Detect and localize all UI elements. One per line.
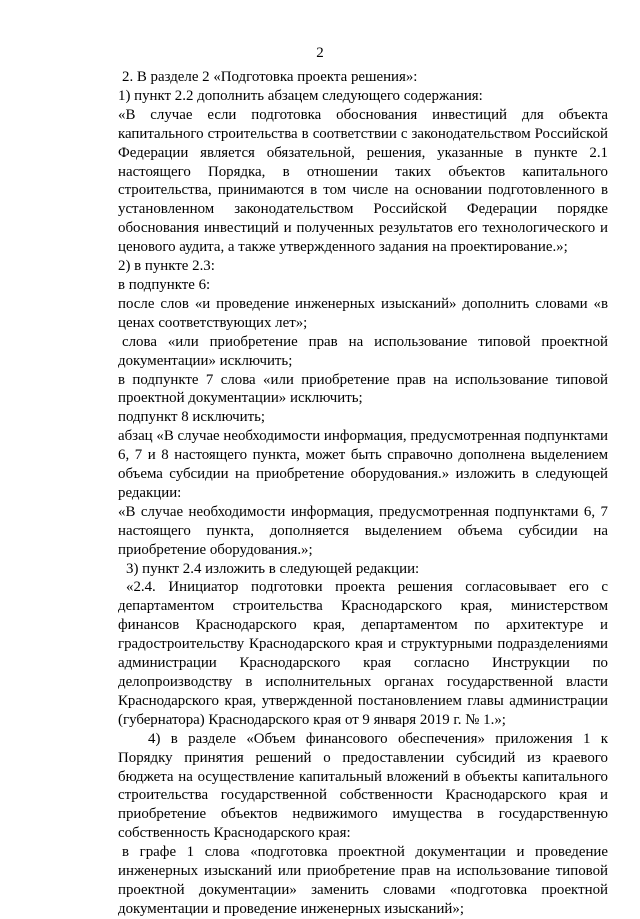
paragraph-words-exclude: слова «или приобретение прав на использование типовой проектной документации» исключить; xyxy=(118,333,608,369)
paragraph-item-3: 3) пункт 2.4 изложить в следующей редакции: xyxy=(126,560,420,577)
paragraph-item-4: 4) в разделе «Объем финансового обеспечения» приложения 1 к Порядку принятия решений о предоставлении субсидий из краевого бюджета на осуществление капитальный вложений в объекты капитального строительства государственной собственности Краснодарского края и приобретение объектов недвижимого имущества в государственную собственность Краснодарского края: xyxy=(118,730,608,842)
paragraph-subitem-6: в подпункте 6: xyxy=(118,276,211,293)
paragraph-column-1: в графе 1 слова «подготовка проектной документации и проведение инженерных изысканий или приобретение прав на использование типовой проектной документации» заменить словами «подготовка проектной документации и проведение инженерных изысканий»; xyxy=(118,844,608,917)
paragraph-subitem-8: подпункт 8 исключить; xyxy=(118,409,266,426)
paragraph-item-1: 1) пункт 2.2 дополнить абзацем следующего содержания: xyxy=(118,87,483,104)
paragraph-subitem-7: в подпункте 7 слова «или приобретение прав на использование типовой проектной документации» исключить; xyxy=(118,371,608,407)
page-number: 2 xyxy=(316,45,324,61)
paragraph-after-words: после слов «и проведение инженерных изысканий» дополнить словами «в ценах соответствующих лет»; xyxy=(118,295,608,331)
paragraph-quote-investment: «В случае если подготовка обоснования инвестиций для объекта капитального строительства в соответствии с законодательством Российской Федерации является обязательной, решения, указанные в пункте 2.1 настоящего Порядка, в отношении таких объектов капитального строительства, принимаются в том числе на основании подготовленного в установленном законодательством Российской Федерации порядке обоснования инвестиций и полученных результатов его технологического и ценового аудита, а также утвержденного задания на проектирование.»; xyxy=(118,106,608,256)
paragraph-quote-2-4: «2.4. Инициатор подготовки проекта решения согласовывает его с департаментом строительства Краснодарского края, министерством финансов Краснодарского края, департаментом по архитектуре и градостроительству Краснодарского края и структурными подразделениями администрации Краснодарского края согласно Инструкции по делопроизводству в исполнительных органах государственной власти Краснодарского края, утвержденной постановлением главы администрации (губернатора) Краснодарского края от 9 января 2019 г. № 1.»; xyxy=(118,579,608,728)
document-body xyxy=(118,68,608,919)
paragraph-quote-equipment: «В случае необходимости информация, предусмотренная подпунктами 6, 7 настоящего пункта, дополняется выделением объема субсидии на приобретение оборудования.»; xyxy=(118,503,608,558)
paragraph-abzac: абзац «В случае необходимости информация, предусмотренная подпунктами 6, 7 и 8 настоящего пункта, может быть справочно дополнена выделением объема субсидии на приобретение оборудования.» изложить в следующей редакции: xyxy=(118,428,608,501)
paragraph-item-2: 2) в пункте 2.3: xyxy=(118,258,215,275)
paragraph-section-2-heading: 2. В разделе 2 «Подготовка проекта решения»: xyxy=(122,69,418,85)
